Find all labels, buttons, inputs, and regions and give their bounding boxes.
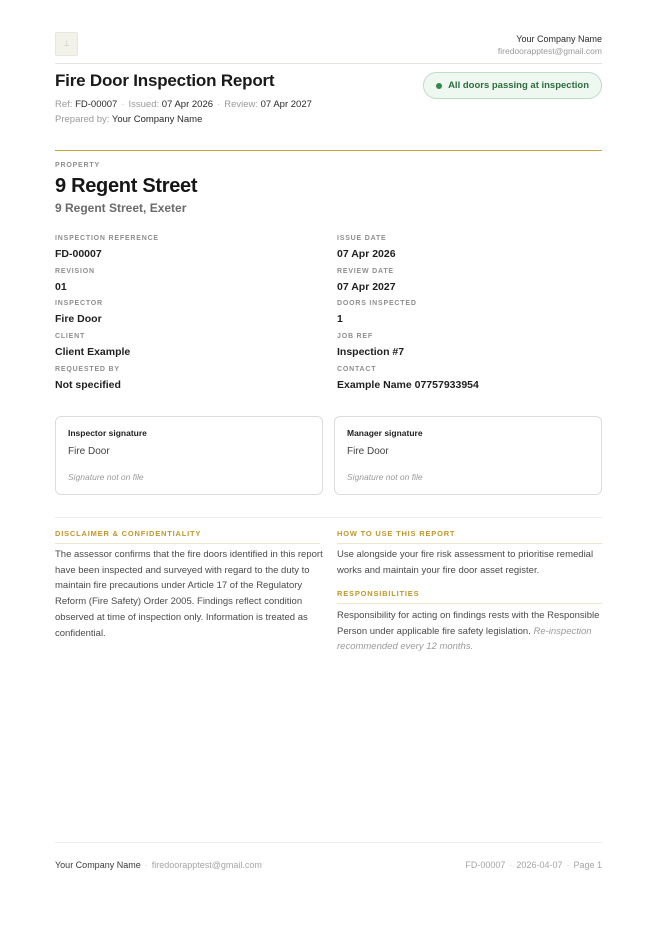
detail-value: FD-00007: [55, 248, 102, 260]
signature-label: Manager signature: [347, 428, 423, 438]
detail-inspector: [55, 299, 295, 326]
detail-job-ref: [337, 332, 577, 359]
detail-issue-date: [337, 234, 577, 261]
detail-value: 07 Apr 2027: [337, 281, 396, 293]
issued-label: Issued:: [128, 99, 160, 110]
detail-label: JOB REF: [337, 333, 373, 340]
review-value: 07 Apr 2027: [260, 99, 312, 110]
status-badge: [423, 72, 602, 99]
status-text: All doors passing at inspection: [448, 80, 589, 91]
divider: [55, 517, 602, 518]
inspector-signature-card: [55, 416, 323, 495]
ref-label: Ref:: [55, 99, 73, 110]
signature-status: Signature not on file: [347, 472, 423, 482]
detail-contact: [337, 365, 577, 392]
responsibilities-heading: RESPONSIBILITIES: [337, 589, 602, 604]
detail-value: Not specified: [55, 379, 121, 391]
responsibilities-text: [337, 608, 605, 655]
detail-client: [55, 332, 295, 359]
signature-label: Inspector signature: [68, 428, 147, 438]
report-page: [55, 0, 602, 928]
detail-inspection-reference: [55, 234, 295, 261]
report-meta: Ref: FD-00007 · Issued: 07 Apr 2026 · Review: 07 Apr 2027: [55, 99, 312, 110]
detail-label: REVISION: [55, 268, 95, 275]
howto-text: Use alongside your fire risk assessment to prioritise remedial works and maintain your fire door asset register.: [337, 549, 594, 576]
howto-heading: HOW TO USE THIS REPORT: [337, 529, 602, 544]
detail-value: Client Example: [55, 346, 131, 358]
footer-divider: [55, 842, 602, 843]
detail-doors-inspected: [337, 299, 577, 326]
detail-value: Inspection #7: [337, 346, 405, 358]
footer-email: firedoorapptest@gmail.com: [151, 860, 262, 870]
detail-review-date: [337, 267, 577, 294]
property-eyebrow: PROPERTY: [55, 162, 100, 169]
issued-value: 07 Apr 2026: [161, 99, 214, 110]
footer-date: 2026-04-07: [516, 860, 563, 870]
footer-company: Your Company Name · firedoorapptest@gmail.com: [55, 860, 262, 870]
ref-value: FD-00007: [75, 99, 118, 110]
company-logo: [55, 32, 78, 56]
prepared-label: Prepared by:: [55, 114, 110, 125]
reinspection-note: Re-inspection recommended every 12 months.: [337, 625, 592, 653]
detail-label: REVIEW DATE: [337, 268, 394, 275]
detail-label: INSPECTOR: [55, 300, 103, 307]
detail-label: CLIENT: [55, 333, 86, 340]
report-title: Fire Door Inspection Report: [55, 71, 275, 90]
detail-label: REQUESTED BY: [55, 366, 120, 373]
company-info: [498, 33, 602, 57]
detail-requested-by: [55, 365, 295, 392]
disclaimer-text: The assessor confirms that the fire doors identified in this report have been inspected and surveyed with regard to the duty to maintain fire precautions under Article 17 of the Regulatory Reform (Fire Safety) Order 2005. Findings reflect condition observed at time of inspection only. Information is treated as confidential.: [55, 549, 323, 639]
detail-label: CONTACT: [337, 366, 377, 373]
company-name: Your Company Name: [516, 34, 602, 44]
footer-company-name: Your Company Name: [55, 860, 141, 870]
property-name: 9 Regent Street: [55, 175, 198, 197]
signature-name: Fire Door: [347, 446, 389, 457]
detail-label: ISSUE DATE: [337, 235, 387, 242]
footer-meta: FD-00007 · 2026-04-07 · Page 1: [465, 860, 602, 870]
company-email: firedoorapptest@gmail.com: [497, 46, 602, 56]
footer-page: Page 1: [573, 860, 602, 870]
responsibilities-body: Responsibility for acting on findings rests with the Responsible Person under applicable fire safety legislation.: [337, 610, 600, 637]
detail-label: DOORS INSPECTED: [337, 300, 417, 307]
signature-status: Signature not on file: [68, 472, 144, 482]
detail-value: 1: [337, 313, 343, 325]
detail-value: 01: [55, 281, 67, 293]
prepared-by: [55, 113, 202, 126]
logo-placeholder-icon: ⊥: [63, 39, 70, 48]
status-dot-icon: [436, 83, 442, 89]
detail-value: Example Name 07757933954: [337, 379, 479, 391]
signature-name: Fire Door: [68, 446, 110, 457]
footer-ref: FD-00007: [465, 860, 506, 870]
detail-revision: [55, 267, 295, 294]
detail-value: 07 Apr 2026: [337, 248, 396, 260]
disclaimer-heading: DISCLAIMER & CONFIDENTIALITY: [55, 529, 320, 544]
detail-label: INSPECTION REFERENCE: [55, 235, 159, 242]
property-address: 9 Regent Street, Exeter: [55, 201, 187, 215]
prepared-value: Your Company Name: [111, 114, 203, 125]
divider: [55, 150, 602, 151]
report-header: [55, 32, 602, 64]
review-label: Review:: [224, 99, 258, 110]
manager-signature-card: [334, 416, 602, 495]
detail-value: Fire Door: [55, 313, 102, 325]
